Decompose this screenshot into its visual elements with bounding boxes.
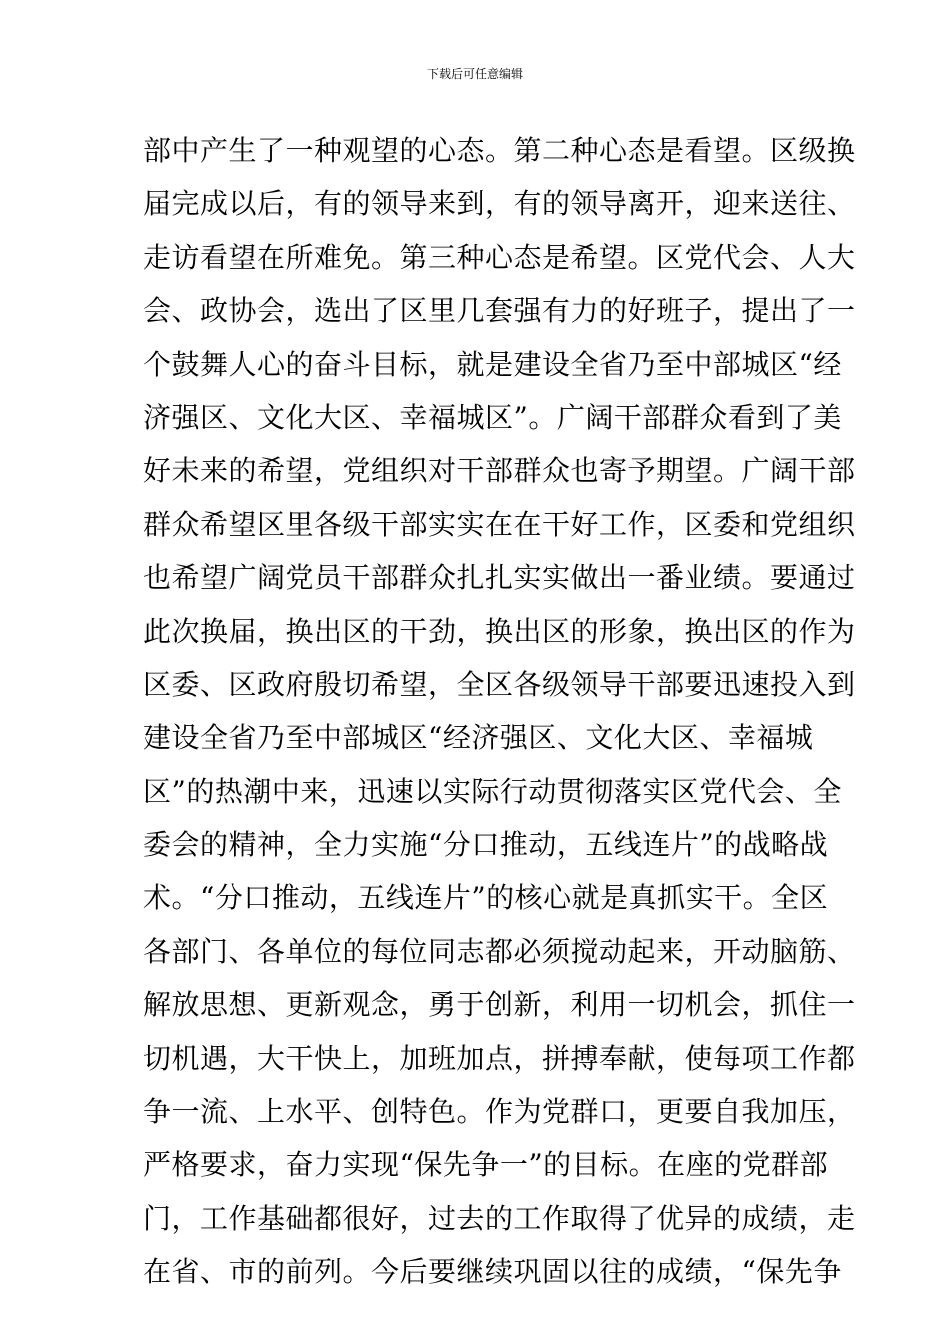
text-line: 在省、市的前列。今后要继续巩固以往的成绩，“保先争 <box>143 1255 842 1289</box>
text-line: 委会的精神，全力实施“分口推动，五线连片”的战略战 <box>143 828 829 862</box>
text-line: 切机遇，大干快上，加班加点，拼搏奉献，使每项工作都 <box>143 1041 856 1075</box>
text-line: 届完成以后，有的领导来到，有的领导离开，迎来送往、 <box>143 187 856 221</box>
text-line: 此次换届，换出区的干劲，换出区的形象，换出区的作为 <box>143 614 856 648</box>
text-line: 走访看望在所难免。第三种心态是希望。区党代会、人大 <box>143 240 856 274</box>
text-line: 个鼓舞人心的奋斗目标，就是建设全省乃至中部城区“经 <box>143 347 842 381</box>
page-header: 下载后可任意编辑 <box>426 67 523 81</box>
text-line: 建设全省乃至中部城区“经济强区、文化大区、幸福城 <box>143 721 814 755</box>
text-line: 严格要求，奋力实现“保先争一”的目标。在座的党群部 <box>143 1148 829 1182</box>
text-line: 区”的热潮中来，迅速以实际行动贯彻落实区党代会、全 <box>143 774 842 808</box>
text-line: 济强区、文化大区、幸福城区”。广阔干部群众看到了美 <box>143 400 842 434</box>
text-line: 各部门、各单位的每位同志都必须搅动起来，开动脑筋、 <box>143 934 856 968</box>
text-line: 好未来的希望，党组织对干部群众也寄予期望。广阔干部 <box>143 454 856 488</box>
text-line: 争一流、上水平、创特色。作为党群口，更要自我加压， <box>143 1095 856 1129</box>
text-line: 术。“分口推动，五线连片”的核心就是真抓实干。全区 <box>143 881 829 915</box>
text-line: 会、政协会，选出了区里几套强有力的好班子，提出了一 <box>143 294 856 328</box>
text-line: 解放思想、更新观念，勇于创新，利用一切机会，抓住一 <box>143 988 856 1022</box>
text-line: 群众希望区里各级干部实实在在干好工作，区委和党组织 <box>143 507 856 541</box>
text-line: 门，工作基础都很好，过去的工作取得了优异的成绩，走 <box>143 1201 856 1235</box>
text-line: 也希望广阔党员干部群众扎扎实实做出一番业绩。要通过 <box>143 561 856 595</box>
text-line: 部中产生了一种观望的心态。第二种心态是看望。区级换 <box>143 134 856 167</box>
text-line: 区委、区政府殷切希望，全区各级领导干部要迅速投入到 <box>143 667 856 701</box>
document-body <box>143 124 856 1299</box>
